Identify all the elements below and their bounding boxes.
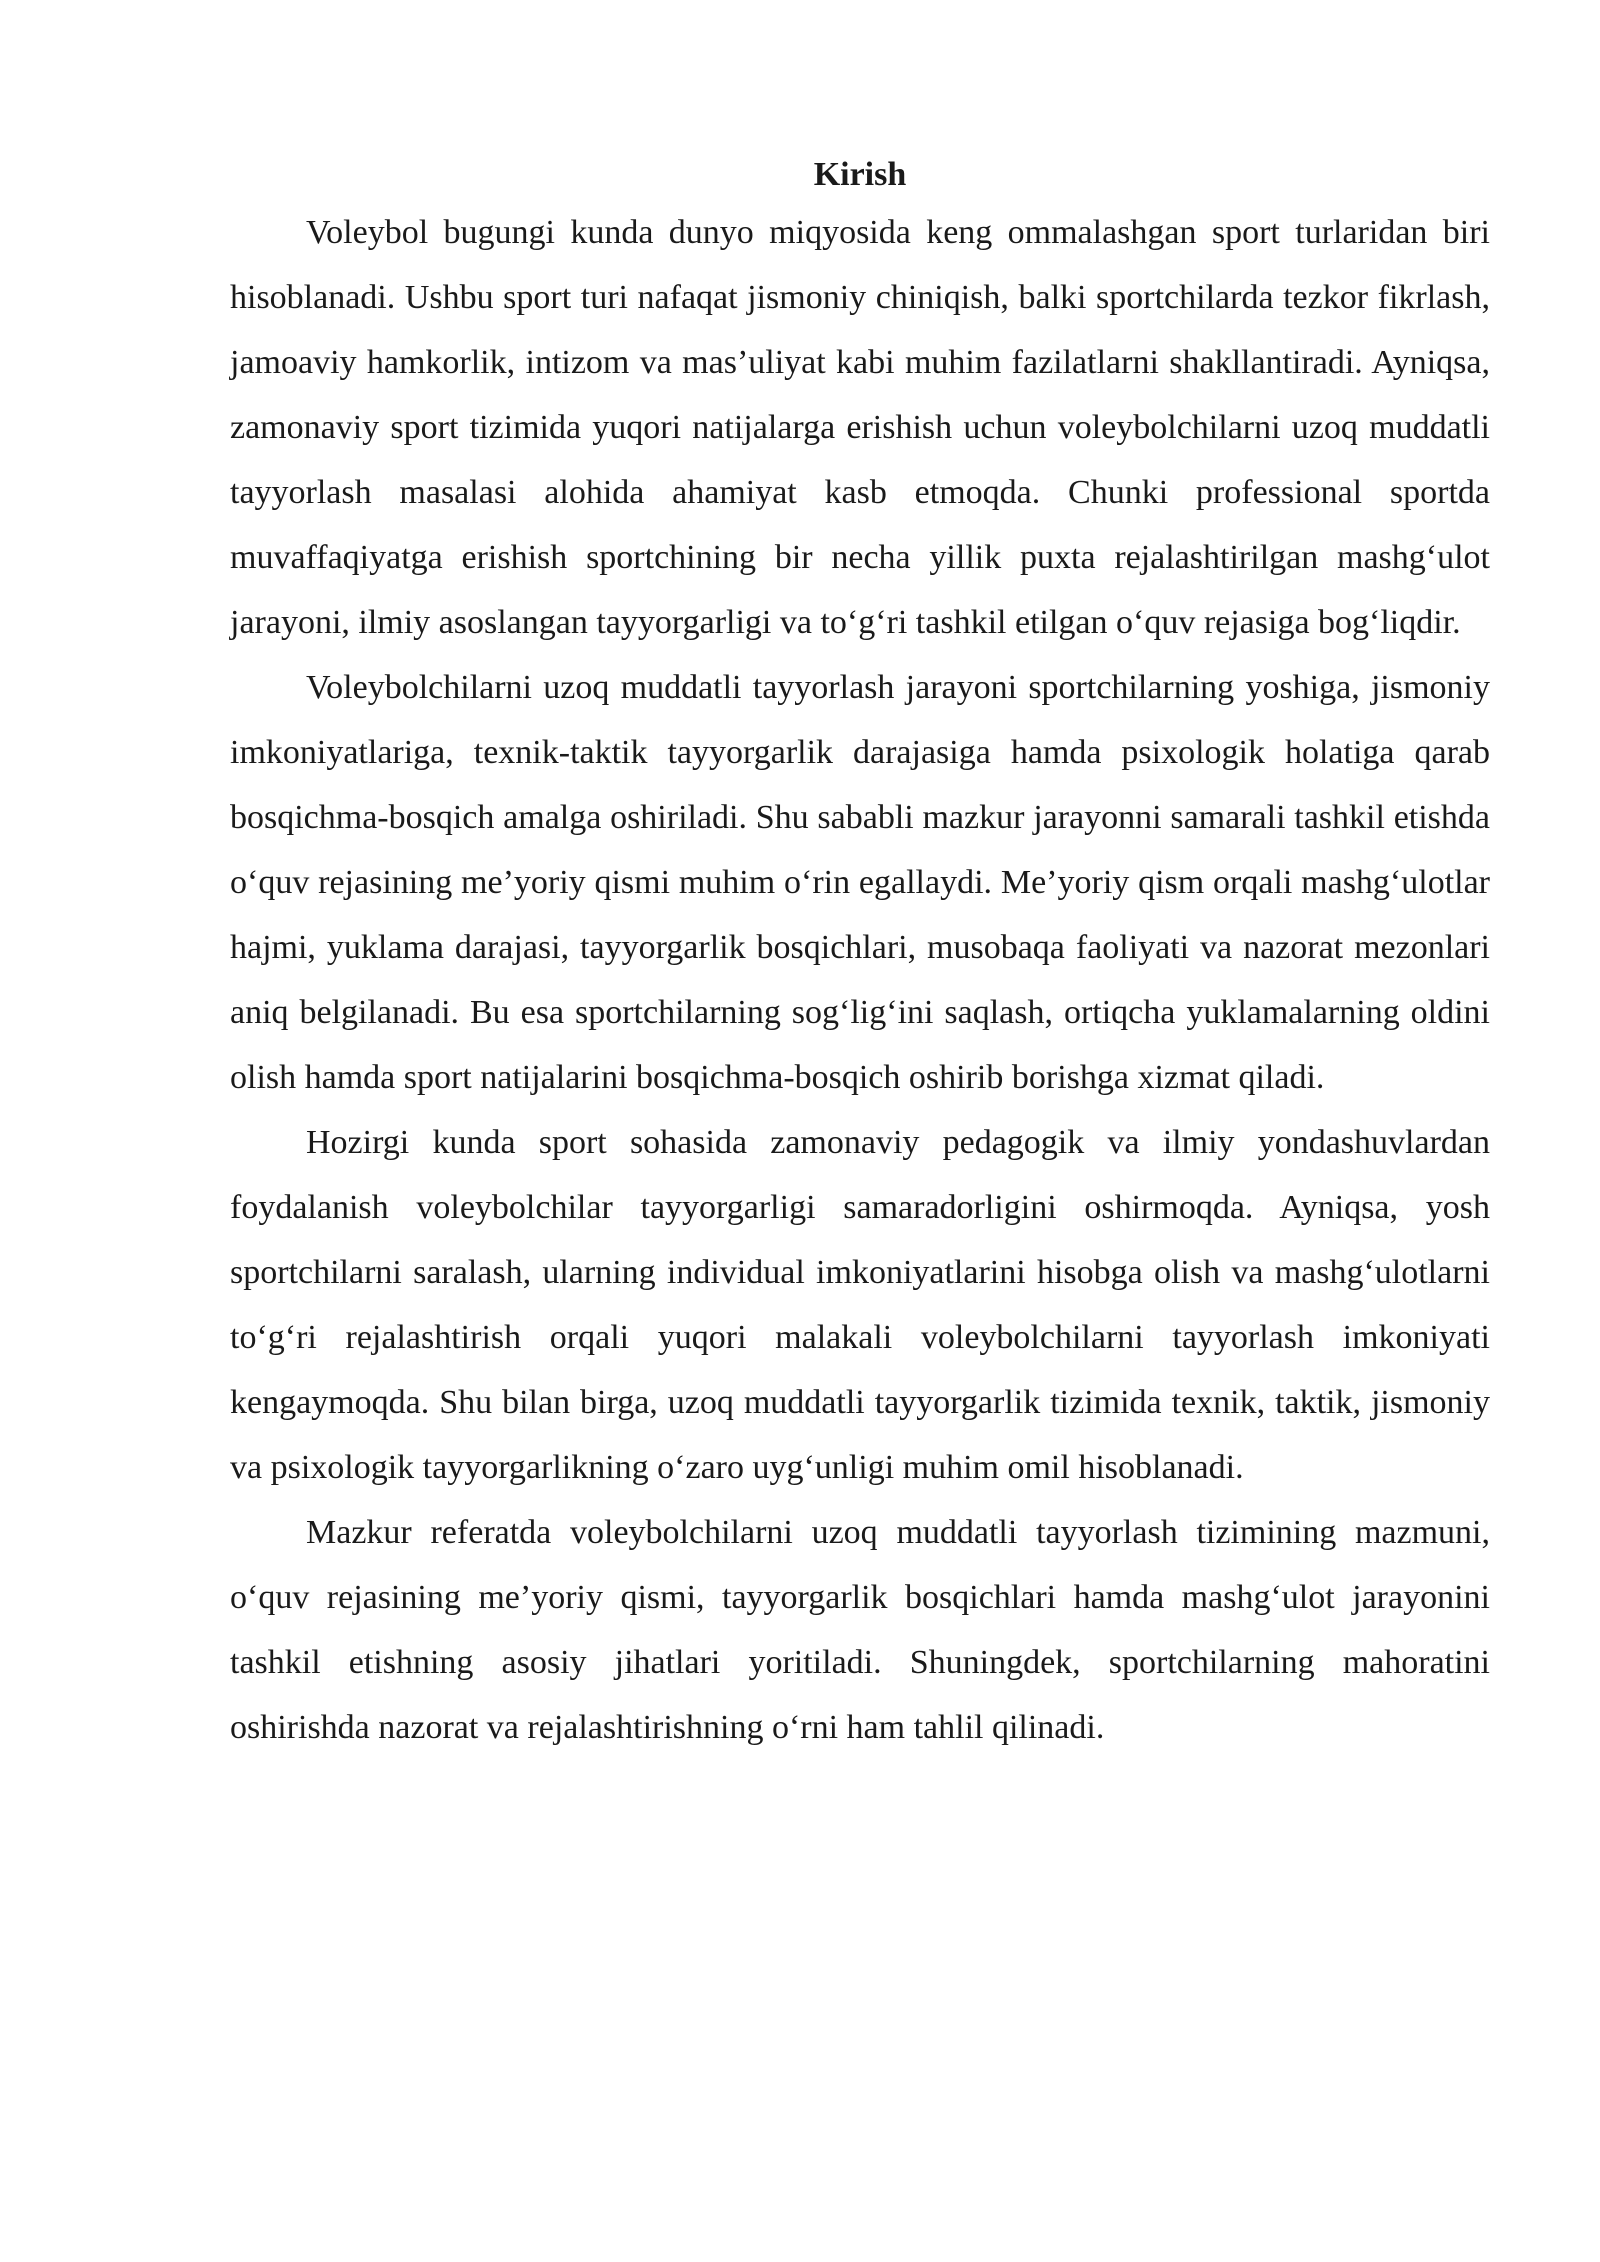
document-body <box>230 150 1490 1760</box>
document-title: Kirish <box>813 156 907 193</box>
paragraph-3: Hozirgi kunda sport sohasida zamonaviy pedagogik va ilmiy yondashuvlardan foydalanish voleybolchilar tayyorgarligi samaradorligini oshirmoqda. Ayniqsa, yosh sportchilarni saralash, ularning individual imkoniyatlarini hisobga olish va mashg‘ulotlarni to‘g‘ri rejalashtirish orqali yuqori malakali voleybolchilarni tayyorlash imkoniyati kengaymoqda. Shu bilan birga, uzoq muddatli tayyorgarlik tizimida texnik, taktik, jismoniy va psixologik tayyorgarlikning o‘zaro uyg‘unligi muhim omil hisoblanadi. <box>230 1124 1490 1486</box>
paragraph-1: Voleybol bugungi kunda dunyo miqyosida keng ommalashgan sport turlaridan biri hisoblanadi. Ushbu sport turi nafaqat jismoniy chiniqish, balki sportchilarda tezkor fikrlash, jamoaviy hamkorlik, intizom va mas’uliyat kabi muhim fazilatlarni shakllantiradi. Ayniqsa, zamonaviy sport tizimida yuqori natijalarga erishish uchun voleybolchilarni uzoq muddatli tayyorlash masalasi alohida ahamiyat kasb etmoqda. Chunki professional sportda muvaffaqiyatga erishish sportchining bir necha yillik puxta rejalashtirilgan mashg‘ulot jarayoni, ilmiy asoslangan tayyorgarligi va to‘g‘ri tashkil etilgan o‘quv rejasiga bog‘liqdir. <box>230 214 1490 641</box>
paragraph-4: Mazkur referatda voleybolchilarni uzoq muddatli tayyorlash tizimining mazmuni, o‘quv rejasining me’yoriy qismi, tayyorgarlik bosqichlari hamda mashg‘ulot jarayonini tashkil etishning asosiy jihatlari yoritiladi. Shuningdek, sportchilarning mahoratini oshirishda nazorat va rejalashtirishning o‘rni ham tahlil qilinadi. <box>230 1514 1490 1746</box>
paragraph-2: Voleybolchilarni uzoq muddatli tayyorlash jarayoni sportchilarning yoshiga, jismoniy imkoniyatlariga, texnik-taktik tayyorgarlik darajasiga hamda psixologik holatiga qarab bosqichma-bosqich amalga oshiriladi. Shu sababli mazkur jarayonni samarali tashkil etishda o‘quv rejasining me’yoriy qismi muhim o‘rin egallaydi. Me’yoriy qism orqali mashg‘ulotlar hajmi, yuklama darajasi, tayyorgarlik bosqichlari, musobaqa faoliyati va nazorat mezonlari aniq belgilanadi. Bu esa sportchilarning sog‘lig‘ini saqlash, ortiqcha yuklamalarning oldini olish hamda sport natijalarini bosqichma-bosqich oshirib borishga xizmat qiladi. <box>230 669 1490 1096</box>
